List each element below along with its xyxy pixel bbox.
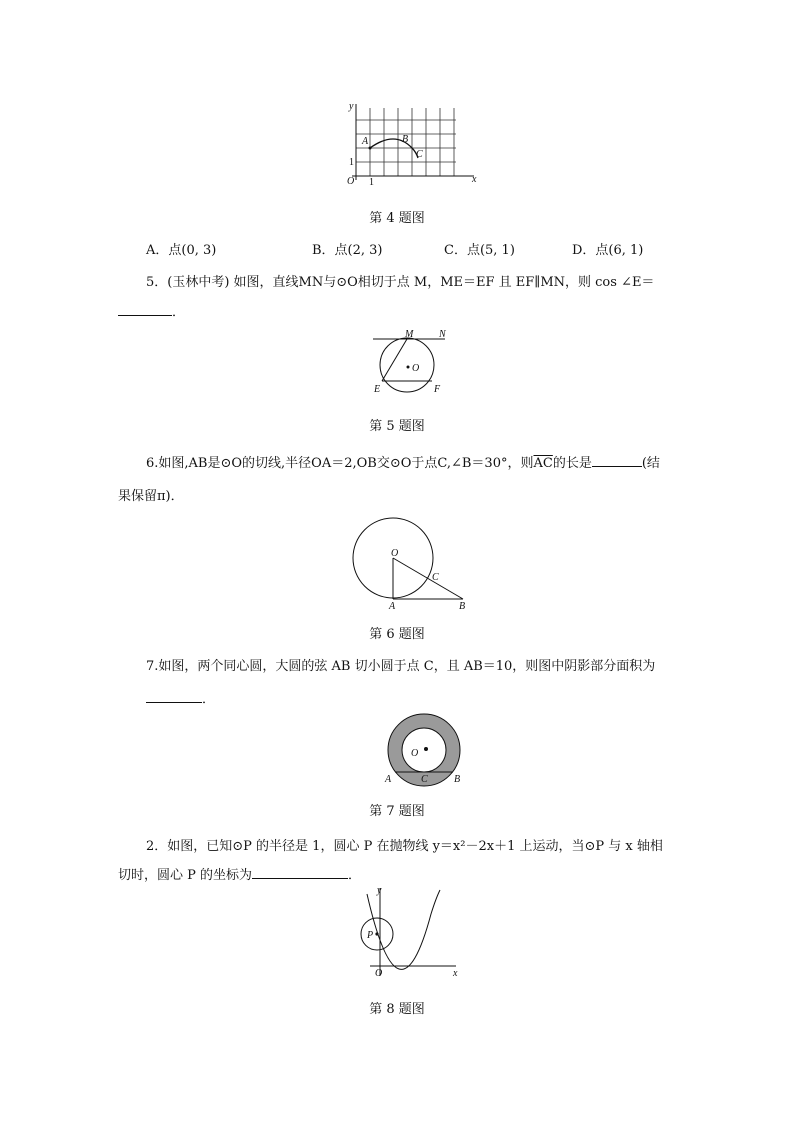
q7-label-c: C [421, 774, 428, 785]
q4-option-d: D．点(6, 1) [572, 243, 644, 258]
q8-caption: 第 8 题图 [369, 1002, 425, 1017]
q6-label-a: A [389, 601, 396, 612]
q5-circle [380, 338, 434, 392]
q6-question-line2: 果保留π)． [118, 489, 184, 504]
q8-label-o: O [375, 968, 383, 979]
q4-label-b: B [402, 134, 409, 145]
q5-circle-figure [365, 325, 465, 397]
q7-label-a: A [385, 774, 392, 785]
q2-question-line1: 2．如图，已知⊙P 的半径是 1，圆心 P 在抛物线 y＝x²－2x＋1 上运动，当⊙P 与 x 轴相 [146, 839, 663, 854]
q5-label-e: E [374, 384, 381, 395]
q5-caption: 第 5 题图 [369, 419, 425, 434]
q7-inner-circle [402, 728, 446, 772]
q4-label-y-one: 1 [349, 157, 354, 168]
q7-period: ． [202, 692, 216, 707]
q5-label-m: M [405, 329, 414, 340]
q4-grid-figure [340, 100, 490, 190]
q4-option-c: C．点(5, 1) [444, 243, 515, 258]
q6-circle-figure [350, 515, 475, 615]
q4-label-a: A [362, 136, 369, 147]
q6-text-a: 6.如图,AB是⊙O的切线,半径OA＝2,OB交⊙O于点C,∠B＝30°，则 [146, 456, 534, 471]
q4-label-o: O [347, 176, 355, 187]
q8-parabola [367, 890, 440, 969]
q2-period: ． [348, 868, 362, 883]
q6-caption: 第 6 题图 [369, 627, 425, 642]
q8-parabola-figure [356, 884, 466, 979]
q2-answer-blank[interactable] [252, 866, 348, 879]
q7-question-line2 [146, 688, 215, 707]
q4-label-x: x [472, 174, 477, 185]
q5-answer-blank[interactable] [118, 303, 172, 316]
q6-arc-label: $\overline{AC}$ [533, 456, 553, 471]
q5-period: ． [172, 305, 186, 320]
q4-arc-abc [370, 139, 418, 158]
q6-label-b: B [459, 601, 466, 612]
q5-segment-me [382, 339, 407, 381]
q8-label-x: x [453, 968, 458, 979]
q6-question-line1 [146, 452, 660, 471]
q4-label-x-one: 1 [369, 177, 374, 188]
q6-answer-blank[interactable] [592, 454, 642, 467]
q7-caption: 第 7 题图 [369, 804, 425, 819]
q6-label-o: O [391, 548, 399, 559]
q4-label-c: C [416, 149, 423, 160]
q8-label-y: y [377, 885, 382, 896]
q5-label-f: F [434, 384, 441, 395]
q7-question-line1: 7.如图，两个同心圆，大圆的弦 AB 切小圆于点 C，且 AB＝10，则图中阴影部分面积为 [146, 659, 656, 674]
q7-answer-blank[interactable] [146, 690, 202, 703]
q8-label-p: P [367, 930, 374, 941]
q5-question-line1: 5．(玉林中考) 如图，直线MN与⊙O相切于点 M，ME＝EF 且 EF∥MN，则 cos ∠E＝ [146, 275, 655, 290]
q7-annulus-figure [380, 712, 470, 792]
q6-segment-ob [393, 558, 463, 599]
q5-question-line2 [118, 301, 185, 320]
q6-label-c: C [432, 572, 439, 583]
q7-label-b: B [454, 774, 461, 785]
q2-text: 切时，圆心 P 的坐标为 [118, 868, 253, 883]
q6-text-c: (结 [641, 456, 660, 471]
q6-text-b: 的长是 [552, 456, 592, 471]
q5-label-o: O [412, 363, 420, 374]
q5-label-n: N [439, 329, 446, 340]
q4-caption: 第 4 题图 [369, 211, 425, 226]
q4-option-b: B．点(2, 3) [312, 243, 383, 258]
q7-label-o: O [411, 748, 419, 759]
q4-option-a: A．点(0, 3) [146, 243, 217, 258]
q2-question-line2 [118, 864, 361, 883]
q4-label-y: y [349, 101, 354, 112]
